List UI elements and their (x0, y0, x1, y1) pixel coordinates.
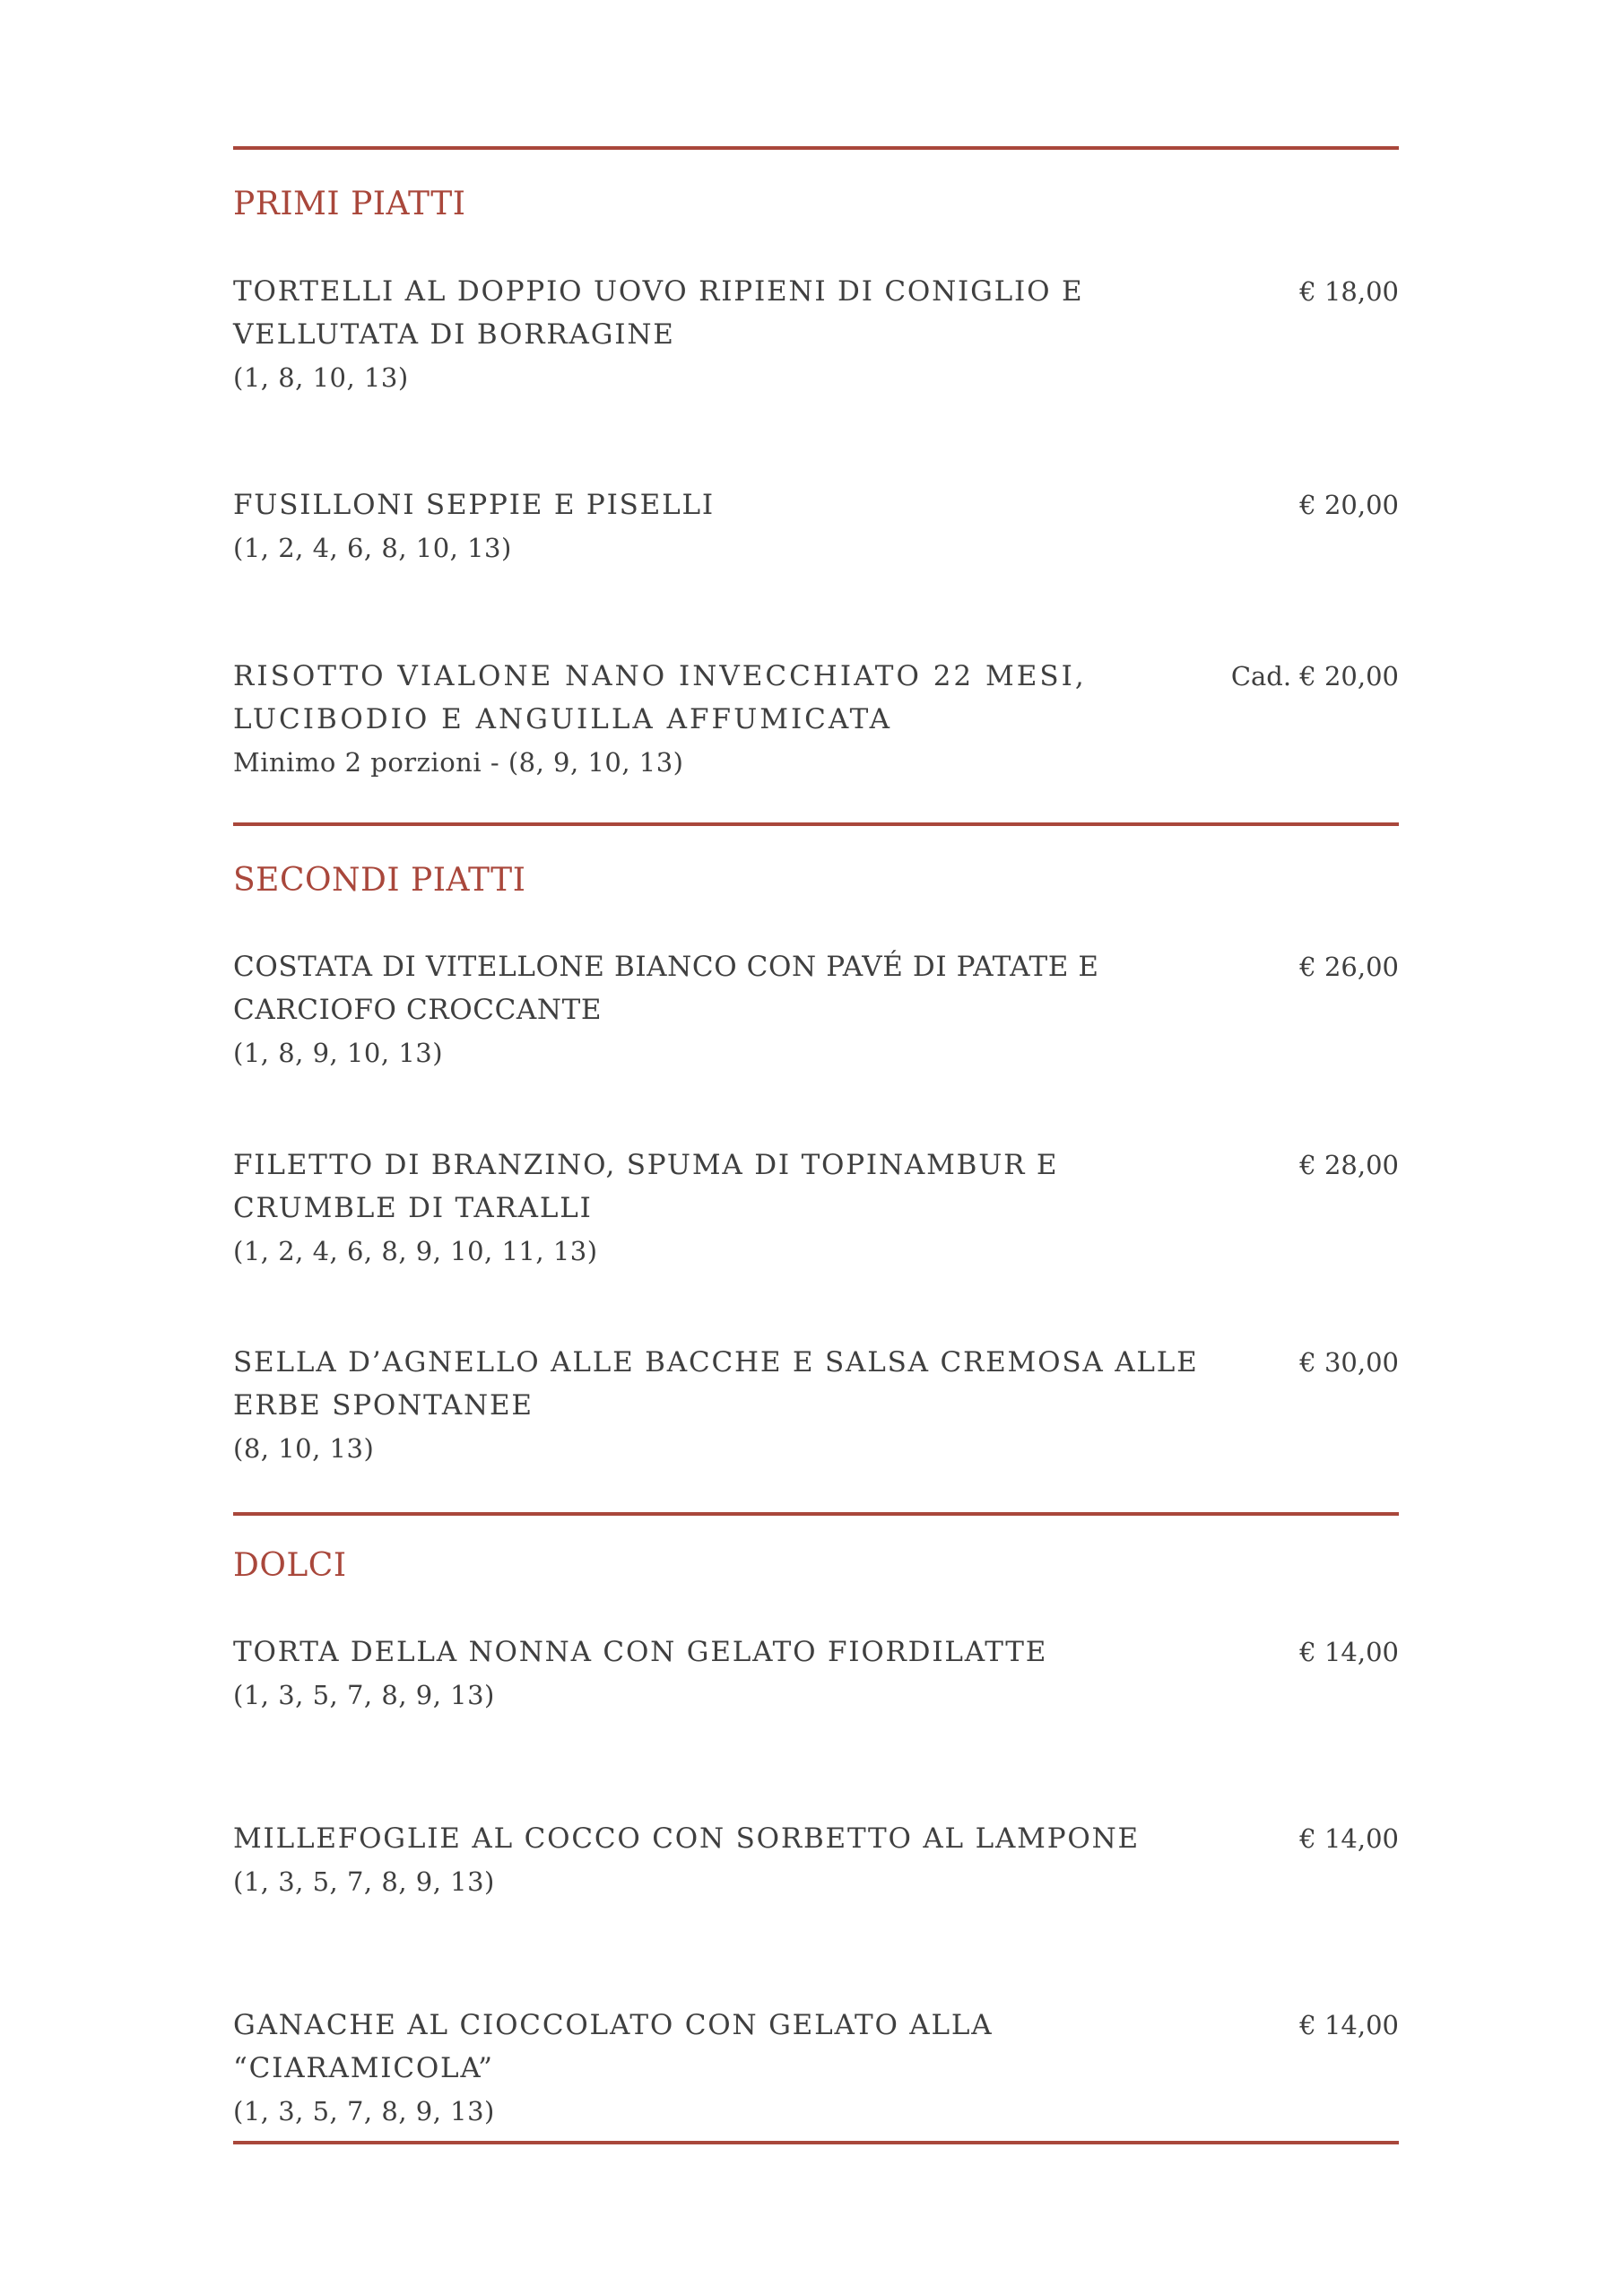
divider-top (233, 146, 1399, 150)
item-name: RISOTTO VIALONE NANO INVECCHIATO 22 MESI, LUCIBODIO E ANGUILLA AFFUMICATA (233, 660, 1087, 735)
item-price: € 20,00 (1299, 490, 1399, 520)
item-price: € 14,00 (1299, 1637, 1399, 1667)
section-title-secondi-piatti: SECONDI PIATTI (233, 862, 526, 899)
item-name: TORTA DELLA NONNA CON GELATO FIORDILATTE (233, 1636, 1048, 1668)
menu-item-ganache (233, 2004, 1399, 2133)
item-price: € 14,00 (1299, 1823, 1399, 1854)
menu-item-agnello (233, 1341, 1399, 1470)
item-allergens: (8, 10, 13) (233, 1433, 375, 1464)
item-name: FILETTO DI BRANZINO, SPUMA DI TOPINAMBUR E CRUMBLE DI TARALLI (233, 1149, 1059, 1224)
item-name: COSTATA DI VITELLONE BIANCO CON PAVÉ DI PATATE E CARCIOFO CROCCANTE (233, 951, 1099, 1026)
item-name: FUSILLONI SEPPIE E PISELLI (233, 489, 715, 521)
menu-item-millefoglie (233, 1817, 1399, 1903)
item-allergens: (1, 3, 5, 7, 8, 9, 13) (233, 1680, 495, 1710)
item-name: SELLA D’AGNELLO ALLE BACCHE E SALSA CREMOSA ALLE ERBE SPONTANEE (233, 1346, 1199, 1422)
divider-bottom (233, 2141, 1399, 2144)
section-title-primi-piatti: PRIMI PIATTI (233, 186, 466, 222)
item-name: TORTELLI AL DOPPIO UOVO RIPIENI DI CONIGLIO E VELLUTATA DI BORRAGINE (233, 275, 1084, 351)
item-price: € 28,00 (1299, 1150, 1399, 1180)
item-allergens: (1, 8, 10, 13) (233, 362, 409, 393)
item-price: € 26,00 (1299, 952, 1399, 982)
menu-item-risotto (233, 655, 1399, 784)
item-name: GANACHE AL CIOCCOLATO CON GELATO ALLA “CIARAMICOLA” (233, 2009, 994, 2084)
menu-item-tortelli (233, 270, 1399, 399)
divider-after-secondi (233, 1512, 1399, 1516)
item-price: € 14,00 (1299, 2010, 1399, 2040)
item-name: MILLEFOGLIE AL COCCO CON SORBETTO AL LAMPONE (233, 1822, 1140, 1855)
divider-after-primi (233, 822, 1399, 826)
item-allergens: (1, 3, 5, 7, 8, 9, 13) (233, 1866, 495, 1897)
section-title-dolci: DOLCI (233, 1547, 347, 1584)
menu-item-torta-nonna (233, 1631, 1399, 1717)
menu-item-fusilloni (233, 483, 1399, 570)
item-allergens: (1, 8, 9, 10, 13) (233, 1038, 444, 1068)
item-allergens: (1, 2, 4, 6, 8, 9, 10, 11, 13) (233, 1236, 598, 1266)
item-allergens: (1, 3, 5, 7, 8, 9, 13) (233, 2096, 495, 2126)
item-price: € 18,00 (1299, 276, 1399, 307)
item-allergens: (1, 2, 4, 6, 8, 10, 13) (233, 533, 512, 563)
item-price: € 30,00 (1299, 1347, 1399, 1378)
item-price: Cad. € 20,00 (1230, 661, 1399, 691)
menu-item-branzino (233, 1144, 1399, 1273)
menu-item-costata (233, 945, 1399, 1074)
item-allergens: Minimo 2 porzioni - (8, 9, 10, 13) (233, 747, 684, 778)
